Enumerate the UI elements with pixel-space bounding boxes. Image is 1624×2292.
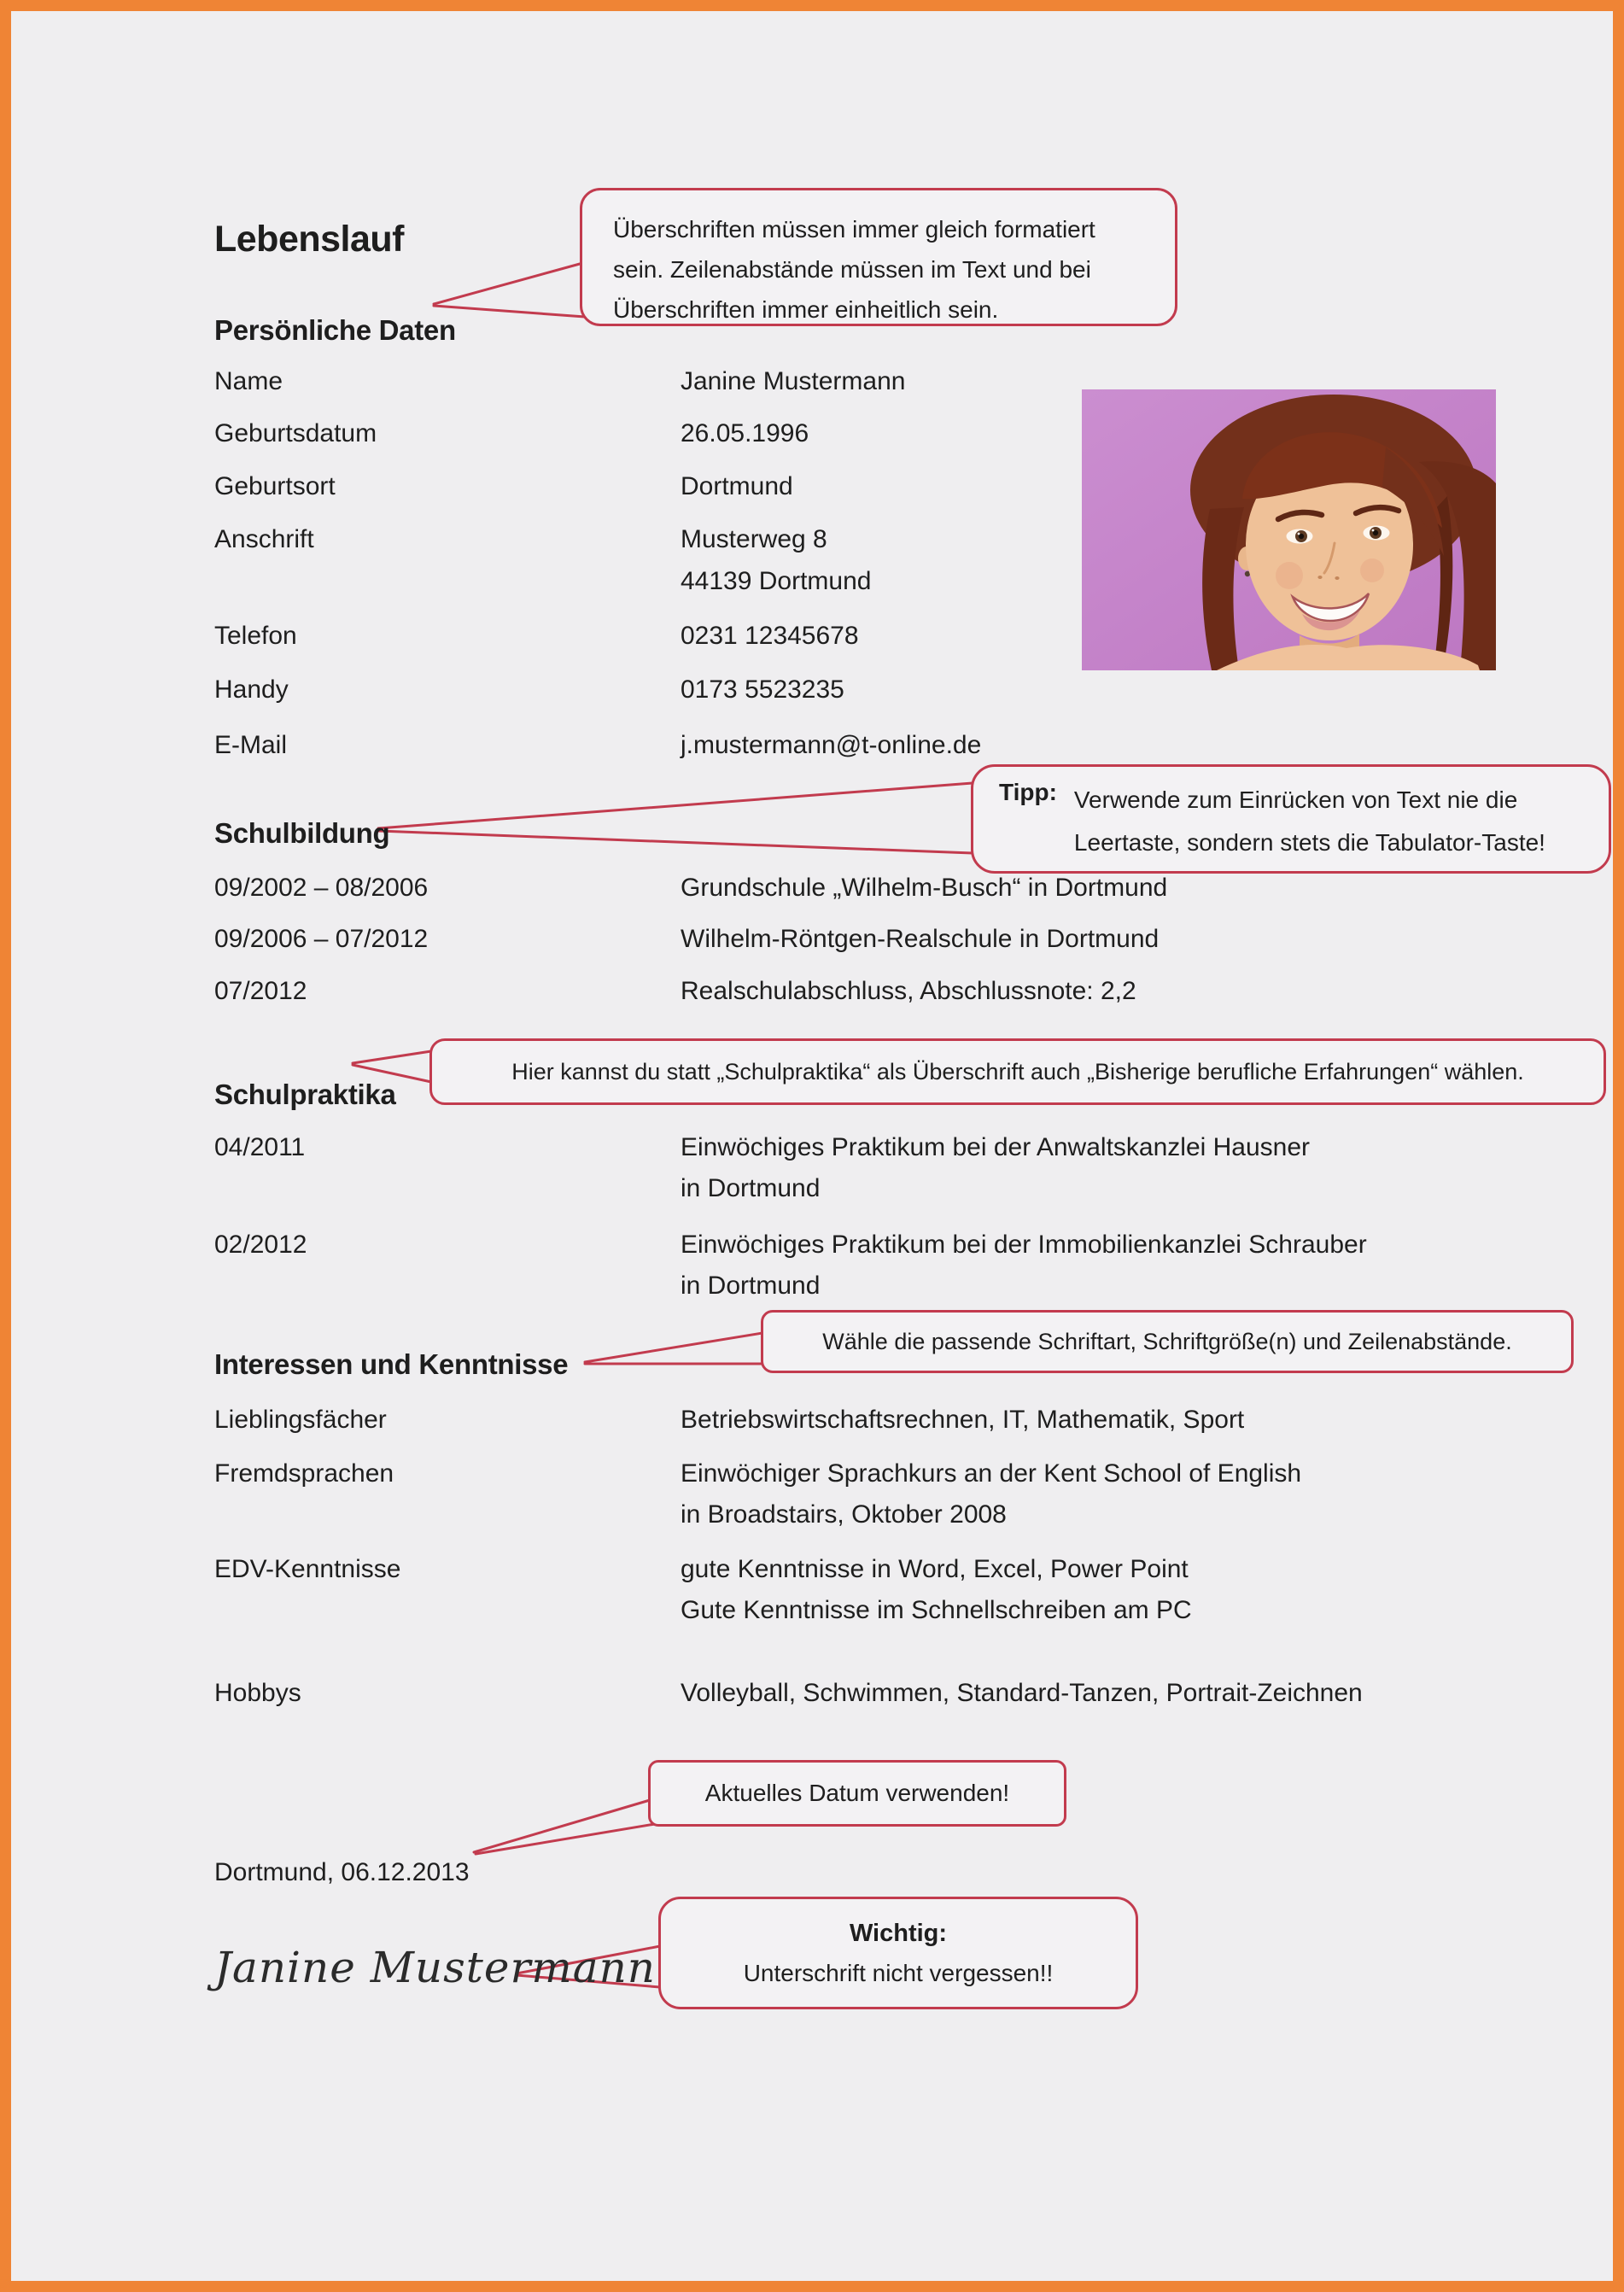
internship-value-1-line2: in Dortmund <box>681 1174 821 1202</box>
section-heading-interests: Interessen und Kenntnisse <box>214 1348 569 1380</box>
personal-label-name: Name <box>214 367 283 395</box>
interest-label-subjects: Lieblingsfächer <box>214 1406 387 1434</box>
internship-period-2: 02/2012 <box>214 1231 307 1259</box>
education-value-2: Wilhelm-Röntgen-Realschule in Dortmund <box>681 925 1160 953</box>
personal-value-address-line1: Musterweg 8 <box>681 525 827 553</box>
callout-font-note <box>761 1310 1574 1373</box>
personal-value-birthdate: 26.05.1996 <box>681 419 809 447</box>
callout-font-text: Wähle die passende Schriftart, Schriftgröße(n) und Zeilenabstände. <box>822 1328 1512 1354</box>
education-value-3: Realschulabschluss, Abschlussnote: 2,2 <box>681 977 1136 1005</box>
callout-format-line2: sein. Zeilenabstände müssen im Text und bei <box>613 256 1091 283</box>
interest-value-languages-line1: Einwöchiger Sprachkurs an der Kent School of English <box>681 1459 1302 1488</box>
section-heading-internships: Schulpraktika <box>214 1079 396 1110</box>
signature-note-text: Unterschrift nicht vergessen!! <box>743 1959 1054 1986</box>
internship-value-1-line1: Einwöchiges Praktikum bei der Anwaltskanzlei Hausner <box>681 1133 1311 1161</box>
signature-note-label: Wichtig: <box>849 1919 948 1947</box>
interest-label-languages: Fremdsprachen <box>214 1459 394 1488</box>
education-period-1: 09/2002 – 08/2006 <box>214 874 429 902</box>
interest-label-it: EDV-Kenntnisse <box>214 1555 401 1583</box>
interest-value-languages-line2: in Broadstairs, Oktober 2008 <box>681 1500 1007 1529</box>
personal-label-mobile: Handy <box>214 675 289 704</box>
personal-value-address-line2: 44139 Dortmund <box>681 567 872 595</box>
personal-value-name: Janine Mustermann <box>681 367 906 395</box>
callout-current-date-text: Aktuelles Datum verwenden! <box>704 1780 1010 1806</box>
personal-label-email: E-Mail <box>214 731 288 759</box>
callout-internships-note <box>429 1038 1606 1105</box>
personal-label-address: Anschrift <box>214 525 314 553</box>
callout-internships-text: Hier kannst du statt „Schulpraktika“ als Überschrift auch „Bisherige berufliche Erfahrungen“ wählen. <box>511 1058 1524 1085</box>
internship-value-2-line1: Einwöchiges Praktikum bei der Immobilienkanzlei Schrauber <box>681 1231 1367 1259</box>
interest-value-it-line2: Gute Kenntnisse im Schnellschreiben am PC <box>681 1596 1192 1624</box>
personal-value-phone: 0231 12345678 <box>681 622 859 650</box>
internship-period-1: 04/2011 <box>214 1133 306 1161</box>
tipp-label: Tipp: <box>999 779 1057 805</box>
page-title: Lebenslauf <box>214 219 404 260</box>
callout-format-line3: Überschriften immer einheitlich sein. <box>613 296 999 323</box>
personal-label-birthplace: Geburtsort <box>214 472 336 500</box>
personal-value-mobile: 0173 5523235 <box>681 675 844 704</box>
interest-value-hobbies: Volleyball, Schwimmen, Standard-Tanzen, Portrait-Zeichnen <box>681 1679 1363 1707</box>
tipp-line2: Leertaste, sondern stets die Tabulator-Taste! <box>1073 829 1545 856</box>
callout-format-line1: Überschriften müssen immer gleich formatiert <box>613 216 1095 243</box>
signature: Janine Mustermann <box>214 1943 656 1992</box>
place-date: Dortmund, 06.12.2013 <box>214 1858 470 1886</box>
internship-value-2-line2: in Dortmund <box>681 1272 821 1300</box>
personal-label-phone: Telefon <box>214 622 297 650</box>
callout-format-note <box>580 188 1177 326</box>
interest-label-hobbies: Hobbys <box>214 1679 301 1707</box>
interest-value-it-line1: gute Kenntnisse in Word, Excel, Power Point <box>681 1555 1189 1583</box>
personal-value-birthplace: Dortmund <box>681 472 793 500</box>
applicant-photo <box>1082 389 1496 670</box>
tipp-line1: Verwende zum Einrücken von Text nie die <box>1073 786 1518 813</box>
education-period-2: 09/2006 – 07/2012 <box>214 925 429 953</box>
callout-current-date-note <box>648 1760 1066 1827</box>
interest-value-subjects: Betriebswirtschaftsrechnen, IT, Mathematik, Sport <box>681 1406 1245 1434</box>
callout-tipp-note <box>971 764 1611 874</box>
callout-signature-note <box>658 1897 1138 2009</box>
section-heading-personal: Persönliche Daten <box>214 314 456 346</box>
education-period-3: 07/2012 <box>214 977 307 1005</box>
portrait-illustration <box>1082 389 1496 670</box>
personal-label-birthdate: Geburtsdatum <box>214 419 377 447</box>
section-heading-education: Schulbildung <box>214 817 390 849</box>
education-value-1: Grundschule „Wilhelm-Busch“ in Dortmund <box>681 874 1168 902</box>
personal-value-email: j.mustermann@t-online.de <box>681 731 982 759</box>
